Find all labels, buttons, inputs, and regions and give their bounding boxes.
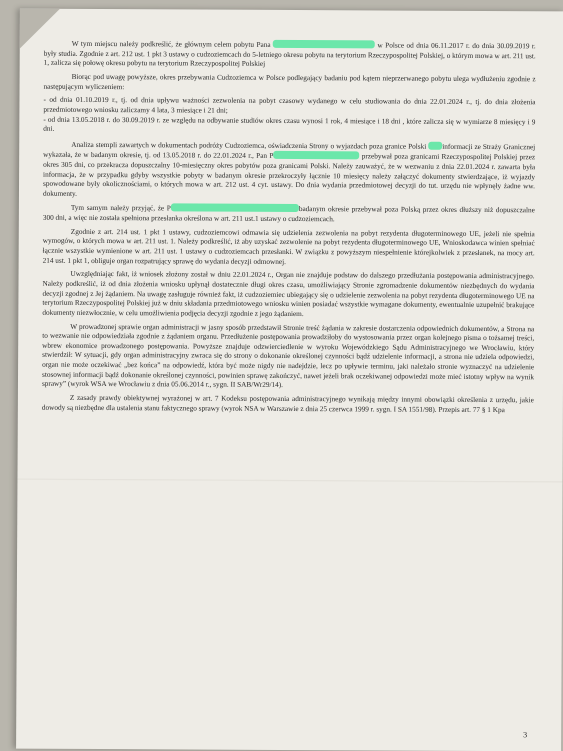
paragraph-main-purpose: W tym miejscu należy podkreślić, że głównym celem pobytu Pana w Polsce od dnia 06.11.2017 r. do dnia 30.09.2019 r. były studia. Zgodnie z art. 212 ust. 1 pkt 3 ustawy o cudzoziemcach do 5-letniego okresu pobytu na terytorium Rzeczypospolitej Polskiej, o którym mowa w art. 211 ust. 1, zalicza się połowę okresu pobytu na terytorium Rzeczypospolitej Polskiej <box>43 39 536 69</box>
paper-fold-line <box>17 479 562 484</box>
list-item-period-2: - od dnia 13.05.2018 r. do 30.09.2019 r. ze względu na odbywanie studiów okres czasu wynosi 1 rok, 4 miesiące i 18 dni , które zalicza się w wymiarze 8 miesięcy i 9 dni. <box>43 115 536 133</box>
redaction-mark <box>428 141 442 149</box>
paragraph-art-214: Zgodnie z art. 214 ust. 1 pkt 1 ustawy, cudzoziemcowi odmawia się udzielenia zezwolenia na pobyt rezydenta długoterminowego UE, jeżeli nie spełnia wymogów, o których mowa w art. 211 ust. 1. Należy podkreślić, iż aby uzyskać zezwolenie na pobyt rezydenta długoterminowego UE, Wnioskodawca winien spełniać łącznie wszystkie wymienione w art. 211 ust. 1 ustawy o cudzoziemcach przesłanki. W związku z powyższym niespełnienie którejkolwiek z przesłanek, na mocy art. 214 ust. 1 pkt 1, obliguje organ rozpatrujący sprawę do wydania decyzji odmownej. <box>42 227 535 266</box>
redaction-mark <box>171 204 299 213</box>
list-item-period-1: - od dnia 01.10.2019 r., tj. od dnia upływu ważności zezwolenia na pobyt czasowy wydanego w celu studiowania do dnia 22.01.2024 r., tj. do dnia złożenia przedmiotowego wniosku zaliczamy 4 lata, 3 miesiące i 21 dni; <box>43 96 536 115</box>
paragraph-wsa-judgment: W prowadzonej sprawie organ administracji w jasny sposób przedstawił Stronie treść żądania w zakresie dostarczenia odpowiednich dokumentów, a Strona na to wezwanie nie odpowiedziała zgodnie z żądaniem organu. Przedłużenie postępowania prowadziłoby do wystosowania przez organ kolejnego pisma o tożsamej treści, wbrew ekonomice prowadzonego postępowania. Powyższe znajduje odzwierciedlenie w wyroku Wojewódzkiego Sądu Administracyjnego we Wrocławiu, który stwierdził: W sytuacji, gdy organ administracyjny zwraca się do strony o dokonanie określonej czynności bądź udzielenie informacji, a strona nie udziela odpowiedzi, organ nie może oczekiwać „bez końca” na odpowiedź, która być może nigdy nie nadejdzie, lecz po upływie terminu, jaki należało stronie wyznaczyć na udzielenie stosownej informacji bądź dokonanie określonej czynności, powinien sprawę zakończyć, nawet jeżeli brak oczekiwanej odpowiedzi może mieć istotny wpływ na wynik sprawy” (wyrok WSA we Wrocławiu z dnia 05.06.2014 r., sygn. II SAB/Wr29/14). <box>41 322 535 390</box>
paragraph-stamp-analysis: Analiza stempli zawartych w dokumentach podróży Cudzoziemca, oświadczenia Strony o wyjazdach poza granice Polski informacji ze Straży Granicznej wykazała, że w badanym okresie, tj. od 13.05.2018 r. do 22.01.2024 r., Pan P przebywał poza granicami Rzeczypospolitej Polskiej przez okres 305 dni, co przekracza dopuszczalny 10-miesięczny okres pobytów poza granicami Polski. Należy zauważyć, że w wezwaniu z dnia 22.01.2024 r. zawarta była informacja, że w przypadku gdyby wszystkie pobyty w badanym okresie przekroczyły łącznie 10 miesięcy należy załączyć dokumenty stwierdzające, iż wyjazdy spowodowane były okolicznościami, o których mowa w art. 212 ust. 4 cyt. ustawy. Do dnia wydania przedmiotowej decyzji do tut. urzędu nie wpłynęły żadne ww. dokumenty. <box>42 140 536 198</box>
paragraph-objective-truth: Z zasady prawdy obiektywnej wyrażonej w art. 7 Kodeksu postępowania administracyjnego wynikają między innymi obowiązki określenia z urzędu, jakie dowody są niezbędne dla ustalenia stanu faktycznego sprawy (wyrok NSA w Warszawie z dnia 25 czerwca 1999 r. sygn. I SA 1551/98). Przepis art. 77 § 1 Kpa <box>41 393 534 414</box>
redaction-mark <box>273 40 375 49</box>
document-body <box>42 39 536 420</box>
paragraph-no-extension: Uwzględniając fakt, iż wniosek złożony został w dniu 22.01.2024 r., Organ nie znajduje podstaw do dalszego przedłużania postępowania administracyjnego. Należy podkreślić, iż od dnia złożenia wniosku upłynął dostatecznie długi okres czasu, umożliwiający Stronie zgromadzenie dokumentów niezbędnych do wydania decyzji zgodnej z Jej żądaniem. Na uwagę zasługuje również fakt, iż cudzoziemiec ubiegający się o udzielenie zezwolenia na pobyt rezydenta długoterminowego UE na terytorium Rzeczypospolitej Polskiej już w dniu składania przedmiotowego wniosku winien posiadać wszystkie wymagane dokumenty, ewentualnie uzupełnić brakujące dokumenty niezwłocznie, w celu umożliwienia podjęcia decyzji zgodnie z jego żądaniem. <box>42 270 535 318</box>
document-page <box>16 9 563 751</box>
paragraph-calculation-intro: Biorąc pod uwagę powyższe, okres przebywania Cudzoziemca w Polsce podlegający badaniu pod kątem nieprzerwanego pobytu ulega wydłużeniu zgodnie z następującym wyliczeniem: <box>43 72 536 91</box>
paragraph-conclusion-300-days: Tym samym należy przyjąć, że P badanym okresie przebywał poza Polską przez okres dłuższy niż dopuszczalne 300 dni, a więc nie została spełniona przesłanka określona w art. 211 ust.1 ustawy o cudzoziemcach. <box>42 204 535 224</box>
redaction-mark <box>273 151 359 159</box>
page-number: 3 <box>523 730 528 740</box>
